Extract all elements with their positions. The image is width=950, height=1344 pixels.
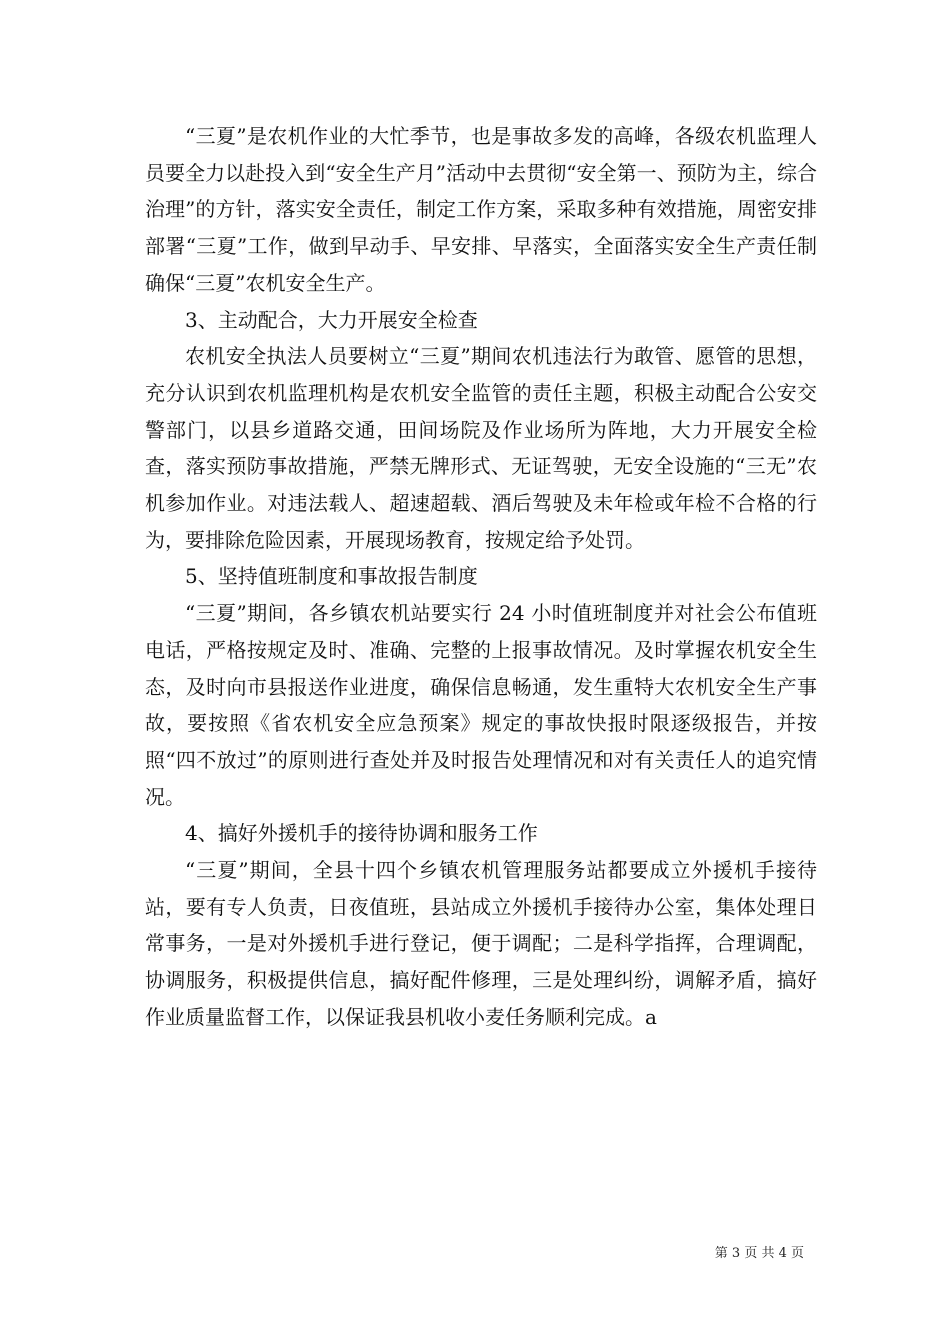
page-number-footer: 第 3 页 共 4 页 [714, 1246, 804, 1261]
paragraph-safety-inspection: 农机安全执法人员要树立“三夏”期间农机违法行为敢管、愿管的思想，充分认识到农机监理机构是农机安全监管的责任主题，积极主动配合公安交警部门，以县乡道路交通，田间场院及作业场所为阵地，大力开展安全检查，落实预防事故措施，严禁无牌形式、无证驾驶，无安全设施的“三无”农机参加作业。对违法载人、超速超载、酒后驾驶及未年检或年检不合格的行为，要排除危险因素，开展现场教育，按规定给予处罚。 [145, 344, 817, 552]
section-heading-5: 5、坚持值班制度和事故报告制度 [185, 564, 478, 589]
document-body [145, 118, 817, 1036]
section-heading-3: 3、主动配合，大力开展安全检查 [185, 307, 478, 332]
paragraph-sanxia-intro: “三夏”是农机作业的大忙季节，也是事故多发的高峰，各级农机监理人员要全力以赴投入到“安全生产月”活动中去贯彻“安全第一、预防为主，综合治理”的方针，落实安全责任，制定工作方案，采取多种有效措施，周密安排部署“三夏”工作，做到早动手、早安排、早落实，全面落实安全生产责任制确保“三夏”农机安全生产。 [145, 124, 817, 295]
paragraph-external-operators: “三夏”期间，全县十四个乡镇农机管理服务站都要成立外援机手接待站，要有专人负责，日夜值班，县站成立外援机手接待办公室，集体处理日常事务，一是对外援机手进行登记，便于调配；二是科学指挥，合理调配，协调服务，积极提供信息，搞好配件修理，三是处理纠纷，调解矛盾，搞好作业质量监督工作，以保证我县机收小麦任务顺利完成。a [145, 858, 817, 1029]
section-heading-4: 4、搞好外援机手的接待协调和服务工作 [185, 821, 538, 846]
paragraph-duty-reporting: “三夏”期间，各乡镇农机站要实行 24 小时值班制度并对社会公布值班电话，严格按规定及时、准确、完整的上报事故情况。及时掌握农机安全生态，及时向市县报送作业进度，确保信息畅通，发生重特大农机安全生产事故，要按照《省农机安全应急预案》规定的事故快报时限逐级报告，并按照“四不放过”的原则进行查处并及时报告处理情况和对有关责任人的追究情况。 [145, 601, 817, 809]
